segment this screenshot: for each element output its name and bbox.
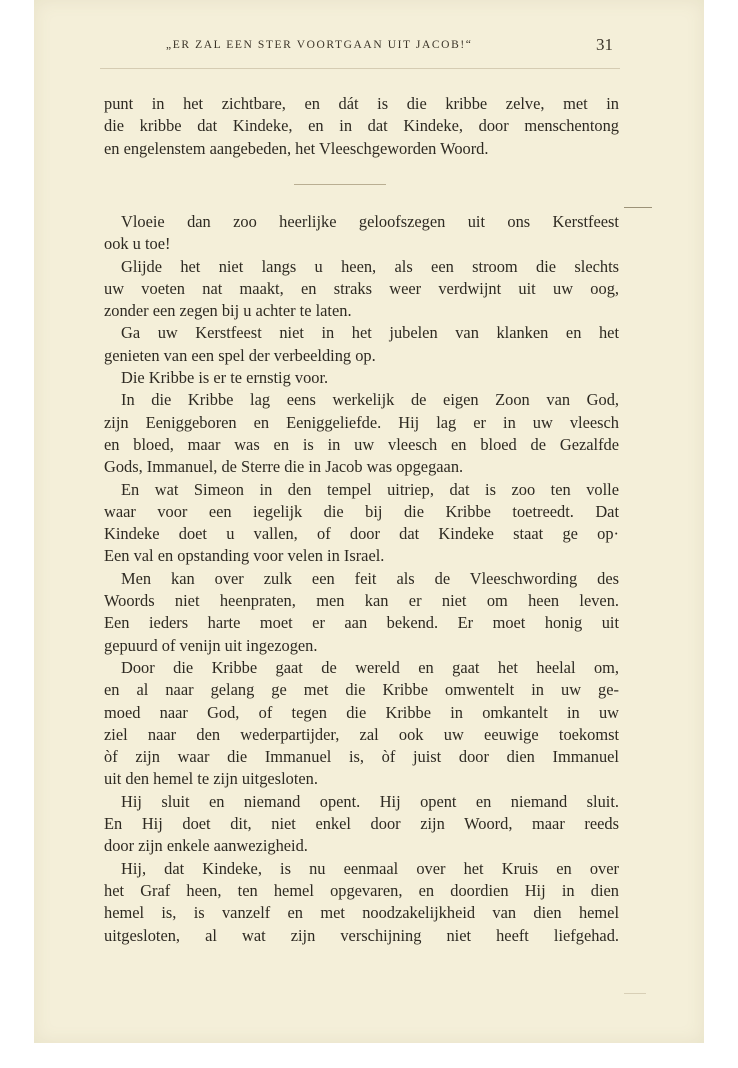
text-line: die kribbe dat Kindeke, en in dat Kindeke, door menschentong [104, 116, 619, 136]
text-line: uw voeten nat maakt, en straks weer verdwijnt uit uw oog, [104, 278, 619, 298]
text-line: genieten van een spel der verbeelding op. [104, 345, 376, 365]
text-line: Die Kribbe is er te ernstig voor. [121, 368, 329, 388]
text-line: waar voor een iegelijk die bij die Kribbe toetreedt. Dat [104, 501, 619, 521]
text-line: punt in het zichtbare, en dát is die kribbe zelve, met in [104, 94, 619, 113]
text-line: En Hij doet dit, niet enkel door zijn Woord, maar reeds [104, 814, 619, 834]
text-line: en engelenstem aangebeden, het Vleeschgeworden Woord. [104, 138, 489, 158]
text-line: Een val en opstanding voor velen in Israel. [104, 546, 385, 566]
text-line: ook u toe! [104, 234, 171, 254]
page-number: 31 [596, 35, 613, 54]
text-line: In die Kribbe lag eens werkelijk de eigen Zoon van God, [121, 390, 619, 410]
section-divider [294, 184, 386, 185]
text-line: Ga uw Kerstfeest niet in het jubelen van klanken en het [121, 323, 619, 343]
text-line: ziel naar den wederpartijder, zal ook uw eeuwige toekomst [104, 724, 619, 744]
text-line: Men kan over zulk een feit als de Vleeschwording des [121, 568, 619, 588]
text-line: Door die Kribbe gaat de wereld en gaat het heelal om, [121, 657, 619, 677]
text-line: Gods, Immanuel, de Sterre die in Jacob was opgegaan. [104, 457, 464, 477]
book-page [34, 0, 704, 1043]
text-line: zijn Eeniggeboren en Eeniggeliefde. Hij lag er in uw vleesch [104, 412, 619, 432]
main-text [104, 211, 619, 947]
text-line: zonder een zegen bij u achter te laten. [104, 301, 352, 321]
text-line: het Graf heen, ten hemel opgevaren, en doordien Hij in dien [104, 880, 619, 900]
text-line: en al naar gelang ge met die Kribbe omwentelt in uw ge- [104, 680, 619, 700]
text-line: Een ieders harte moet er aan bekend. Er moet honig uit [104, 613, 619, 633]
text-line: moed naar God, of tegen die Kribbe in omkantelt in uw [104, 702, 619, 722]
text-line: òf zijn waar die Immanuel is, òf juist door dien Immanuel [104, 747, 619, 767]
text-line: en bloed, maar was en is in uw vleesch en bloed de Gezalfde [104, 434, 619, 454]
text-line: uitgesloten, al wat zijn verschijning niet heeft liefgehad. [104, 925, 619, 945]
top-paragraph [104, 93, 619, 160]
header-rule [100, 68, 620, 69]
text-line: En wat Simeon in den tempel uitriep, dat is zoo ten volle [121, 479, 619, 499]
text-line: Hij sluit en niemand opent. Hij opent en niemand sluit. [121, 791, 619, 811]
margin-mark [624, 207, 652, 208]
text-line: hemel is, is vanzelf en met noodzakelijkheid van dien hemel [104, 903, 619, 923]
running-title: „ER ZAL EEN STER VOORTGAAN UIT JACOB!“ [166, 39, 473, 51]
margin-mark [624, 993, 646, 994]
page-header [34, 35, 704, 59]
text-line: uit den hemel te zijn uitgesloten. [104, 769, 318, 789]
text-line: door zijn enkele aanwezigheid. [104, 836, 308, 856]
text-line: Kindeke doet u vallen, of door dat Kindeke staat ge op· [104, 524, 619, 544]
text-line: gepuurd of venijn uit ingezogen. [104, 635, 318, 655]
text-line: Vloeie dan zoo heerlijke geloofszegen uit ons Kerstfeest [121, 212, 619, 231]
text-line: Hij, dat Kindeke, is nu eenmaal over het Kruis en over [121, 858, 619, 878]
text-line: Glijde het niet langs u heen, als een stroom die slechts [121, 256, 619, 276]
text-line: Woords niet heenpraten, men kan er niet om heen leven. [104, 591, 619, 611]
